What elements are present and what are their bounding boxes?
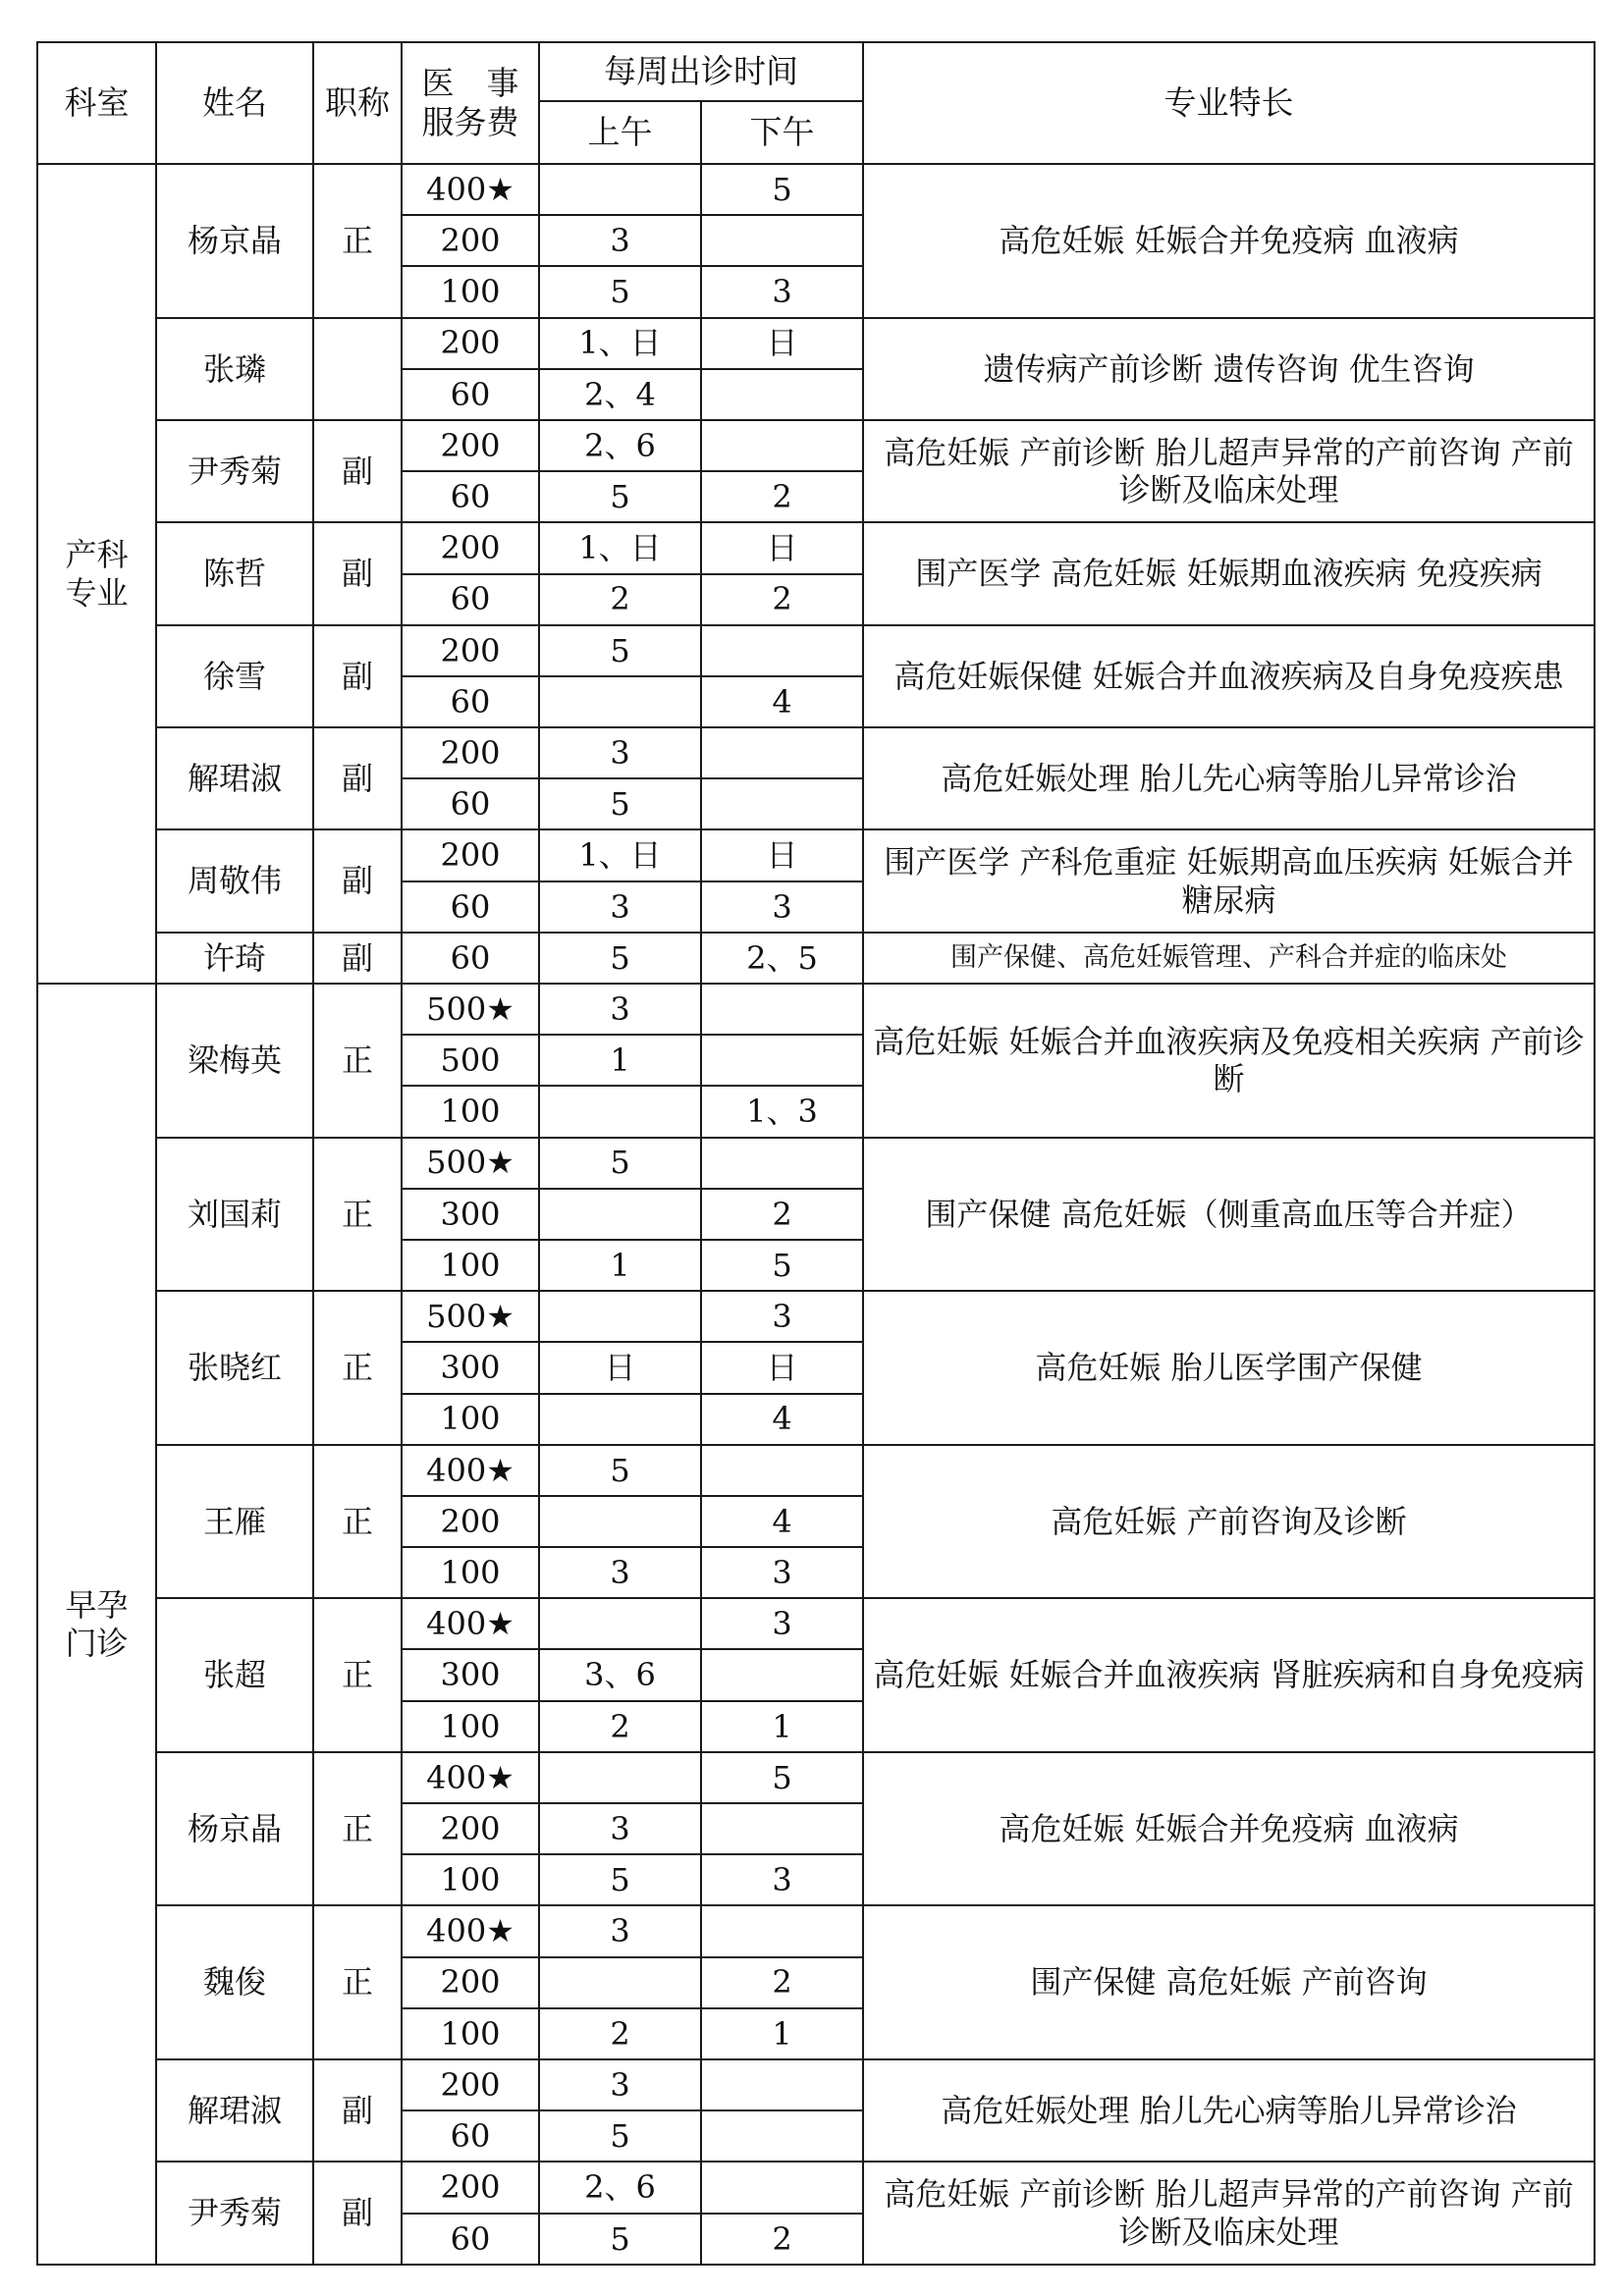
am-cell: 2、4 [539,369,701,420]
pm-cell: 3 [701,1854,863,1905]
dept-cell: 早孕门诊 [37,984,156,2265]
pm-cell: 2 [701,1189,863,1240]
specialty-cell: 高危妊娠 妊娠合并血液疾病及免疫相关疾病 产前诊断 [863,984,1595,1138]
pm-cell: 3 [701,1547,863,1598]
am-cell: 2 [539,2008,701,2059]
fee-cell: 60 [402,881,539,933]
am-cell [539,1394,701,1445]
doctor-name: 杨京晶 [156,164,313,318]
pm-cell: 2 [701,1957,863,2008]
specialty-cell: 高危妊娠 产前诊断 胎儿超声异常的产前咨询 产前诊断及临床处理 [863,420,1595,522]
header-specialty: 专业特长 [863,42,1595,164]
am-cell: 2、6 [539,420,701,471]
doctor-name: 张璘 [156,318,313,420]
specialty-cell: 高危妊娠 胎儿医学围产保健 [863,1291,1595,1445]
fee-cell: 60 [402,471,539,522]
fee-cell: 60 [402,2214,539,2266]
am-cell [539,1189,701,1240]
doctor-title: 副 [313,625,402,727]
fee-cell: 60 [402,933,539,984]
am-cell: 2 [539,574,701,625]
specialty-cell: 高危妊娠 产前诊断 胎儿超声异常的产前咨询 产前诊断及临床处理 [863,2162,1595,2265]
doctor-name: 许琦 [156,933,313,984]
am-cell: 5 [539,2214,701,2266]
am-cell: 1、日 [539,318,701,369]
fee-cell: 200 [402,727,539,778]
am-cell: 3 [539,881,701,933]
pm-cell: 日 [701,829,863,881]
am-cell: 5 [539,2110,701,2162]
fee-cell: 100 [402,1701,539,1752]
fee-cell: 100 [402,2008,539,2059]
fee-cell: 500★ [402,984,539,1035]
pm-cell: 1 [701,1701,863,1752]
table-row [37,1598,1595,1649]
pm-cell: 日 [701,522,863,573]
am-cell: 5 [539,1445,701,1496]
fee-cell: 200 [402,522,539,573]
fee-cell: 60 [402,574,539,625]
fee-cell: 200 [402,1957,539,2008]
pm-cell [701,2162,863,2213]
fee-cell: 400★ [402,1905,539,1956]
pm-cell: 3 [701,881,863,933]
am-cell: 3、6 [539,1649,701,1700]
table-row [37,625,1595,676]
pm-cell [701,2059,863,2110]
am-cell: 2 [539,1701,701,1752]
doctor-name: 周敬伟 [156,829,313,932]
table-row [37,1905,1595,1956]
fee-cell: 100 [402,1240,539,1291]
fee-cell: 100 [402,1547,539,1598]
am-cell: 日 [539,1342,701,1393]
pm-cell: 3 [701,1598,863,1649]
doctor-title: 正 [313,984,402,1138]
specialty-cell: 遗传病产前诊断 遗传咨询 优生咨询 [863,318,1595,420]
fee-cell: 60 [402,369,539,420]
fee-cell: 200 [402,318,539,369]
pm-cell: 日 [701,1342,863,1393]
fee-cell: 500★ [402,1291,539,1342]
pm-cell: 3 [701,1291,863,1342]
pm-cell [701,778,863,829]
fee-cell: 100 [402,1854,539,1905]
pm-cell: 4 [701,1394,863,1445]
specialty-cell: 围产医学 高危妊娠 妊娠期血液疾病 免疫疾病 [863,522,1595,624]
fee-cell: 400★ [402,1752,539,1803]
pm-cell: 2 [701,574,863,625]
am-cell [539,1957,701,2008]
fee-cell: 200 [402,2059,539,2110]
specialty-cell: 围产保健 高危妊娠（侧重高血压等合并症） [863,1138,1595,1292]
doctor-name: 杨京晶 [156,1752,313,1906]
fee-cell: 200 [402,420,539,471]
doctor-name: 尹秀菊 [156,2162,313,2265]
am-cell [539,1086,701,1137]
am-cell: 5 [539,625,701,676]
am-cell: 1 [539,1035,701,1086]
header-pm: 下午 [701,101,863,164]
am-cell: 5 [539,933,701,984]
fee-cell: 200 [402,625,539,676]
specialty-cell: 围产保健、高危妊娠管理、产科合并症的临床处 [863,933,1595,984]
pm-cell [701,727,863,778]
doctor-title: 副 [313,420,402,522]
pm-cell [701,984,863,1035]
pm-cell: 日 [701,318,863,369]
fee-cell: 60 [402,778,539,829]
specialty-cell: 高危妊娠 妊娠合并免疫病 血液病 [863,164,1595,318]
table-row [37,1291,1595,1342]
am-cell: 1、日 [539,829,701,881]
am-cell: 3 [539,1547,701,1598]
table-body [37,164,1595,2265]
doctor-title [313,318,402,420]
fee-cell: 400★ [402,164,539,215]
fee-cell: 300 [402,1342,539,1393]
table-row [37,318,1595,369]
pm-cell: 1、3 [701,1086,863,1137]
pm-cell [701,215,863,266]
am-cell: 1、日 [539,522,701,573]
specialty-cell: 围产保健 高危妊娠 产前咨询 [863,1905,1595,2059]
am-cell: 5 [539,1138,701,1189]
doctor-title: 正 [313,164,402,318]
am-cell: 2、6 [539,2162,701,2213]
doctor-name: 魏俊 [156,1905,313,2059]
pm-cell [701,1905,863,1956]
fee-cell: 100 [402,1086,539,1137]
pm-cell [701,2110,863,2162]
specialty-cell: 围产医学 产科危重症 妊娠期高血压疾病 妊娠合并糖尿病 [863,829,1595,932]
fee-cell: 200 [402,1496,539,1547]
am-cell [539,1291,701,1342]
pm-cell: 4 [701,1496,863,1547]
am-cell [539,676,701,727]
doctor-name: 刘国莉 [156,1138,313,1292]
fee-cell: 200 [402,1803,539,1854]
doctor-title: 正 [313,1752,402,1906]
fee-cell: 60 [402,676,539,727]
am-cell [539,1496,701,1547]
fee-cell: 200 [402,2162,539,2213]
am-cell: 5 [539,1854,701,1905]
pm-cell: 2 [701,2214,863,2266]
pm-cell [701,625,863,676]
doctor-name: 尹秀菊 [156,420,313,522]
fee-cell: 300 [402,1649,539,1700]
fee-cell: 100 [402,1394,539,1445]
specialty-cell: 高危妊娠 妊娠合并免疫病 血液病 [863,1752,1595,1906]
doctor-name: 解珺淑 [156,2059,313,2162]
pm-cell [701,420,863,471]
doctor-title: 副 [313,2059,402,2162]
doctor-title: 副 [313,727,402,829]
pm-cell [701,1035,863,1086]
specialty-cell: 高危妊娠 产前咨询及诊断 [863,1445,1595,1599]
doctor-name: 张超 [156,1598,313,1752]
pm-cell [701,369,863,420]
doctor-title: 正 [313,1138,402,1292]
fee-cell: 60 [402,2110,539,2162]
header-row [37,42,1595,101]
doctor-name: 徐雪 [156,625,313,727]
dept-cell: 产科专业 [37,164,156,984]
fee-cell: 200 [402,215,539,266]
doctor-title: 正 [313,1445,402,1599]
pm-cell [701,1445,863,1496]
table-row [37,933,1595,984]
am-cell: 5 [539,778,701,829]
header-fee: 医 事服务费 [402,42,539,164]
pm-cell: 2、5 [701,933,863,984]
pm-cell [701,1649,863,1700]
table-row [37,829,1595,881]
table-row [37,2162,1595,2213]
am-cell [539,164,701,215]
doctor-name: 解珺淑 [156,727,313,829]
header-dept: 科室 [37,42,156,164]
doctor-title: 副 [313,2162,402,2265]
table-row [37,727,1595,778]
fee-cell: 400★ [402,1445,539,1496]
doctor-title: 正 [313,1598,402,1752]
doctor-name: 张晓红 [156,1291,313,1445]
fee-cell: 500 [402,1035,539,1086]
specialty-cell: 高危妊娠保健 妊娠合并血液疾病及自身免疫疾患 [863,625,1595,727]
pm-cell: 5 [701,164,863,215]
pm-cell: 5 [701,1752,863,1803]
table-row [37,522,1595,573]
am-cell: 3 [539,1803,701,1854]
pm-cell [701,1803,863,1854]
table-row [37,2059,1595,2110]
header-schedule: 每周出诊时间 [539,42,863,101]
table-row [37,1752,1595,1803]
doctor-title: 副 [313,829,402,932]
pm-cell: 5 [701,1240,863,1291]
am-cell: 5 [539,471,701,522]
table-row [37,164,1595,215]
schedule-table [36,41,1596,2266]
header-am: 上午 [539,101,701,164]
am-cell: 3 [539,215,701,266]
header-title: 职称 [313,42,402,164]
pm-cell: 4 [701,676,863,727]
fee-cell: 300 [402,1189,539,1240]
pm-cell: 3 [701,266,863,317]
doctor-name: 梁梅英 [156,984,313,1138]
am-cell: 3 [539,727,701,778]
am-cell: 5 [539,266,701,317]
doctor-title: 副 [313,933,402,984]
specialty-cell: 高危妊娠处理 胎儿先心病等胎儿异常诊治 [863,727,1595,829]
doctor-title: 正 [313,1291,402,1445]
fee-cell: 100 [402,266,539,317]
am-cell: 3 [539,984,701,1035]
am-cell [539,1752,701,1803]
pm-cell: 1 [701,2008,863,2059]
fee-cell: 400★ [402,1598,539,1649]
table-row [37,1445,1595,1496]
header-name: 姓名 [156,42,313,164]
table-row [37,984,1595,1035]
am-cell [539,1598,701,1649]
fee-cell: 200 [402,829,539,881]
doctor-name: 王雁 [156,1445,313,1599]
doctor-name: 陈哲 [156,522,313,624]
am-cell: 3 [539,2059,701,2110]
am-cell: 1 [539,1240,701,1291]
am-cell: 3 [539,1905,701,1956]
pm-cell [701,1138,863,1189]
table-row [37,420,1595,471]
table-row [37,1138,1595,1189]
fee-cell: 500★ [402,1138,539,1189]
specialty-cell: 高危妊娠 妊娠合并血液疾病 肾脏疾病和自身免疫病 [863,1598,1595,1752]
doctor-title: 正 [313,1905,402,2059]
pm-cell: 2 [701,471,863,522]
specialty-cell: 高危妊娠处理 胎儿先心病等胎儿异常诊治 [863,2059,1595,2162]
doctor-title: 副 [313,522,402,624]
